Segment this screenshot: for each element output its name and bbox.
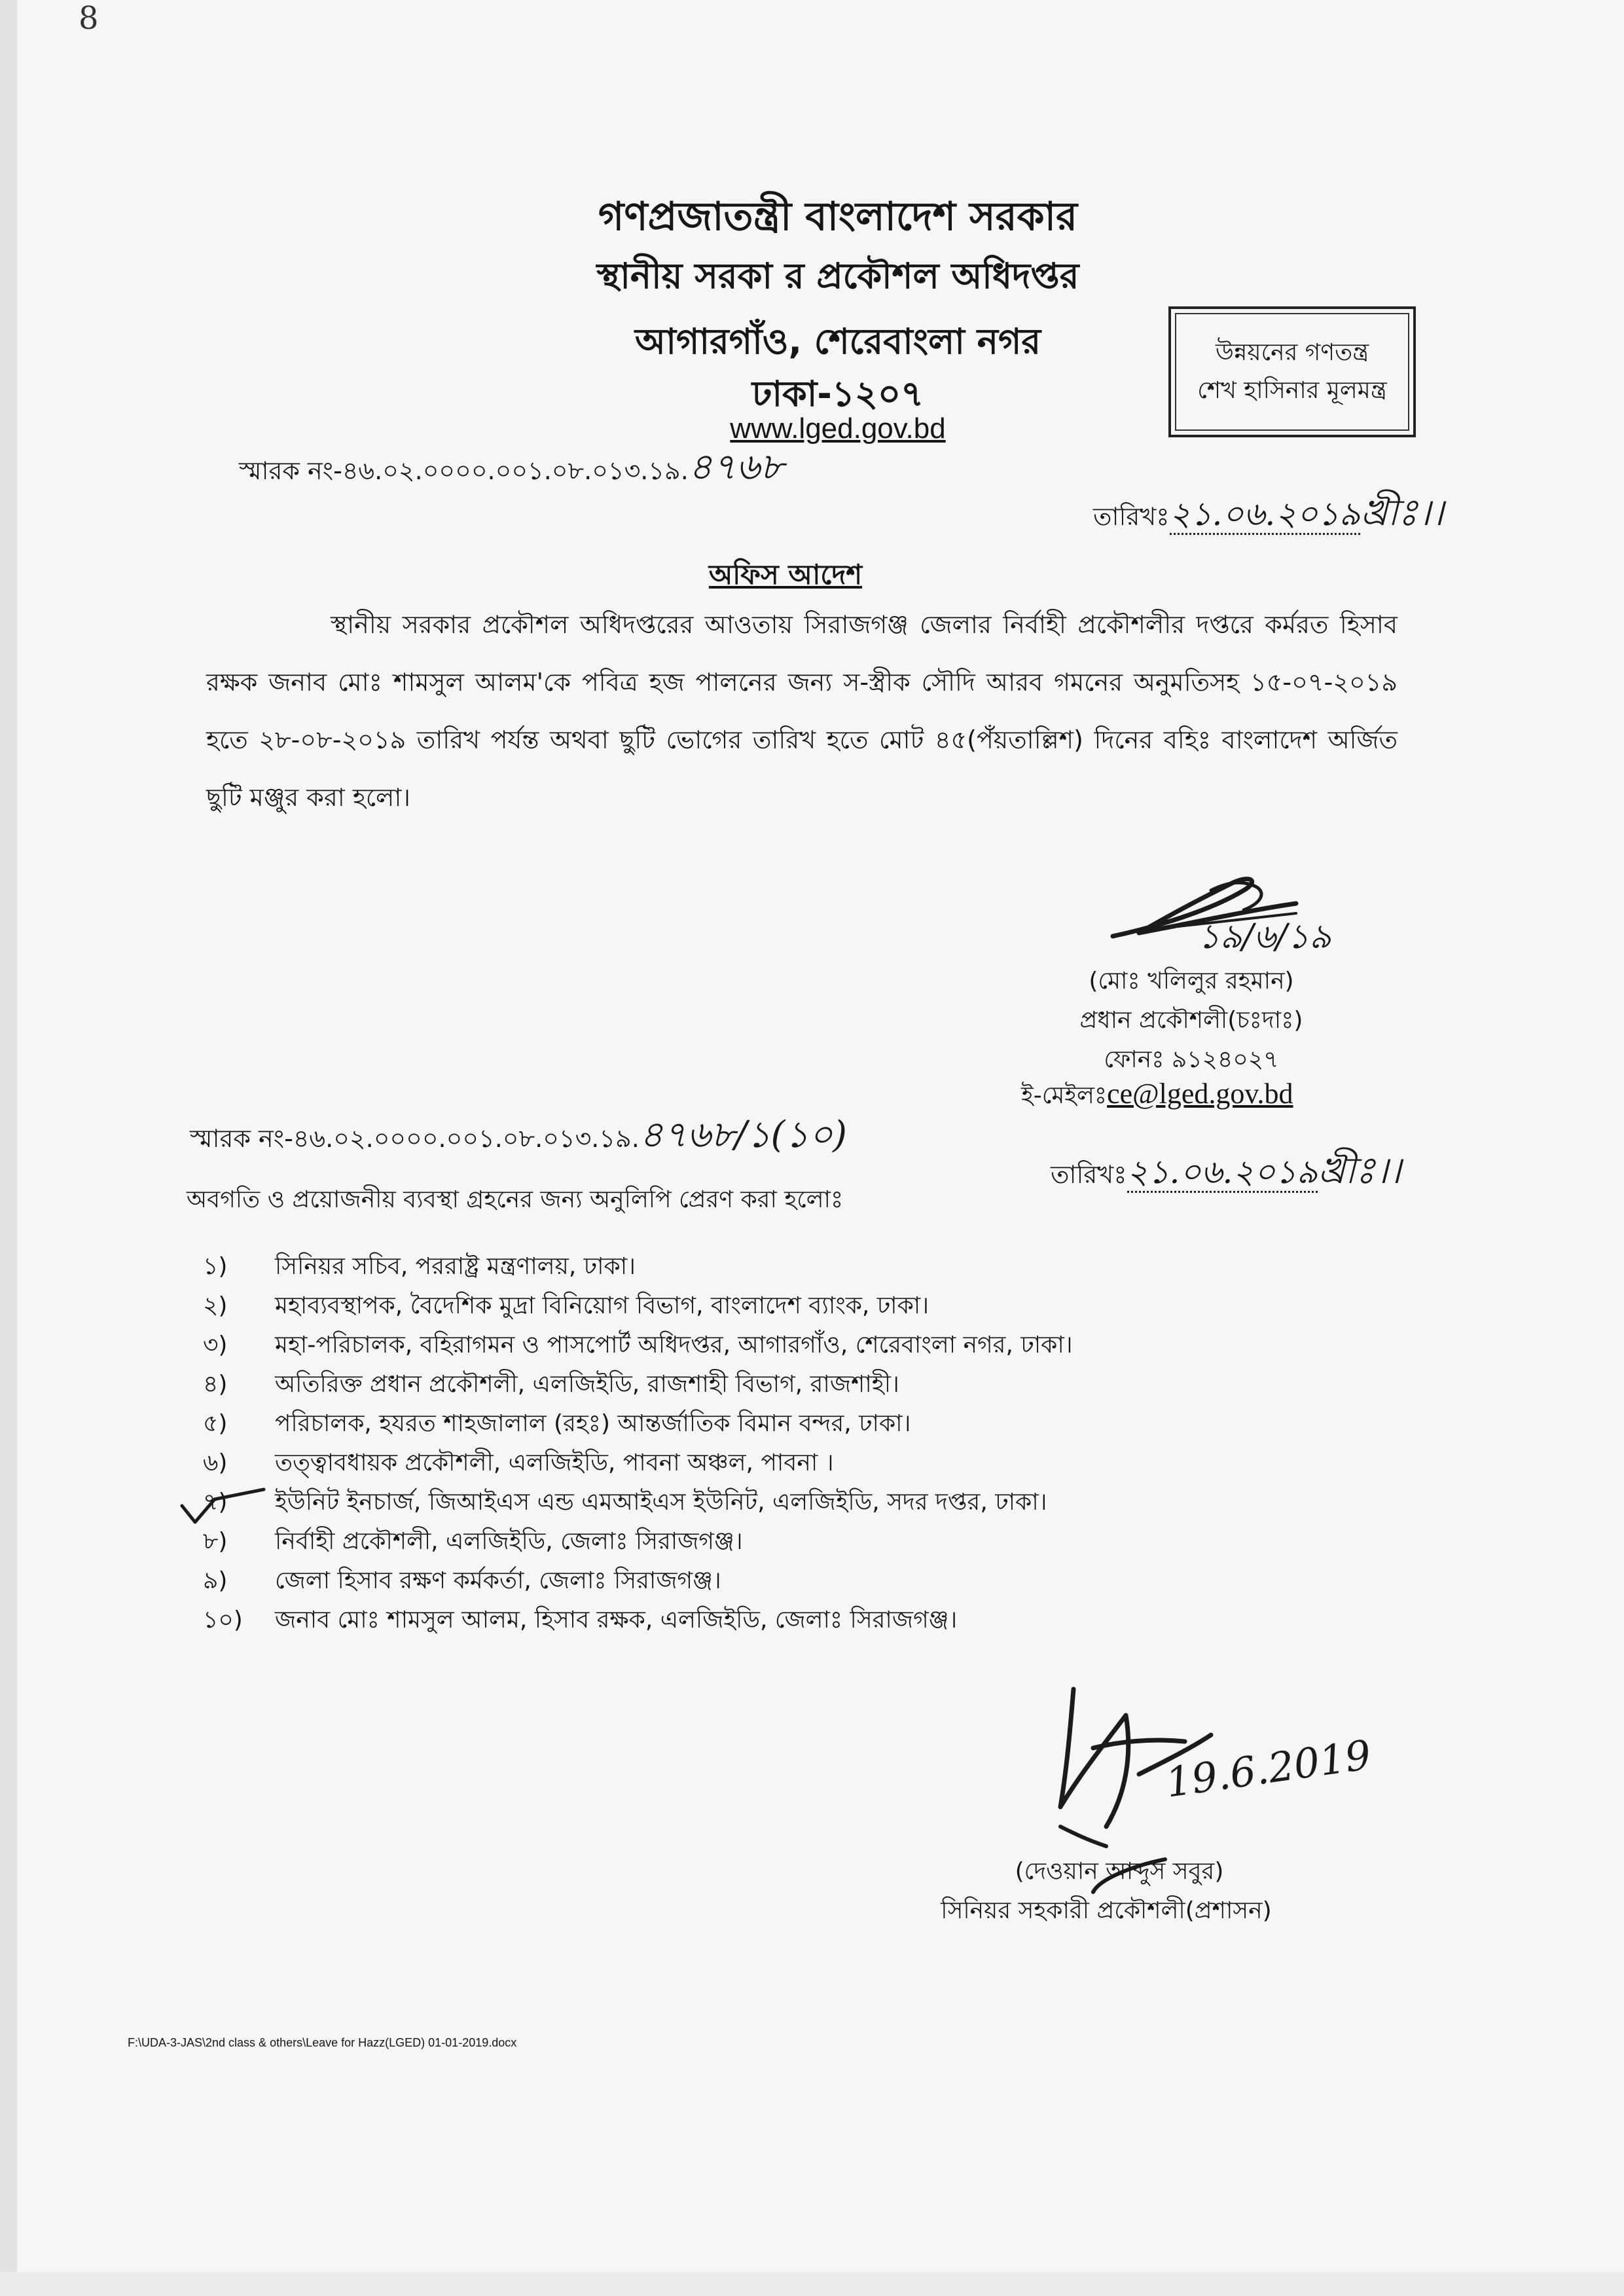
date-suffix-handwritten: খ্রীঃ।। (1318, 1150, 1401, 1192)
date-suffix-handwritten: খ্রীঃ।। (1360, 492, 1444, 534)
header-department: স্থানীয় সরকা র প্রকৌশল অধিদপ্তর (596, 255, 1079, 297)
memo-reference-1 (239, 439, 784, 500)
date-value: ২১.০৬.২০১৯ (1170, 495, 1361, 535)
email-link[interactable]: ce@lged.gov.bd (1107, 1078, 1293, 1110)
header-city: ঢাকা-১২০৭ (751, 373, 924, 414)
date-value: ২১.০৬.২০১৯ (1127, 1153, 1318, 1193)
list-item: ২) মহাব্যবস্থাপক, বৈদেশিক মুদ্রা বিনিয়োগ বিভাগ, বাংলাদেশ ব্যাংক, ঢাকা। (203, 1292, 929, 1319)
header-website-link[interactable]: www.lged.gov.bd (730, 412, 946, 445)
list-item: ৫) পরিচালক, হযরত শাহজালাল (রহঃ) আন্তর্জাতিক বিমান বন্দর, ঢাকা। (203, 1410, 911, 1437)
signatory-1-name: (মোঃ খলিলুর রহমান) (1089, 968, 1294, 994)
slogan-inner-frame (1175, 313, 1409, 431)
date-label: তারিখঃ (1093, 502, 1170, 531)
copy-intro: অবগতি ও প্রয়োজনীয় ব্যবস্থা গ্রহনের জন্য অনুলিপি প্রেরণ করা হলোঃ (187, 1186, 844, 1213)
signatory-2-name: (দেওয়ান আব্দুস সবুর) (1015, 1858, 1224, 1885)
date-label: তারিখঃ (1051, 1160, 1127, 1189)
list-item: ৩) মহা-পরিচালক, বহিরাগমন ও পাসপোর্ট অধিদপ্তর, আগারগাঁও, শেরেবাংলা নগর, ঢাকা। (203, 1332, 1073, 1358)
list-item: ৪) অতিরিক্ত প্রধান প্রকৌশলী, এলজিইডি, রাজশাহী বিভাগ, রাজশাহী। (203, 1371, 899, 1398)
signatory-1-email-line (1021, 1077, 1293, 1117)
header-government: গণপ্রজাতন্ত্রী বাংলাদেশ সরকার (598, 194, 1077, 240)
memo-reference-2 (190, 1106, 847, 1168)
header-address: আগারগাঁও, শেরেবাংলা নগর (634, 321, 1041, 362)
memo-ref-label: স্মারক নং-৪৬.০২.০০০০.০০১.০৮.০১৩.১৯. (190, 1124, 640, 1153)
corner-page-mark: 8 (79, 0, 99, 37)
scan-edge-bottom (0, 2272, 1624, 2296)
scan-edge-left (0, 0, 17, 2296)
handwritten-tick-mark (175, 1486, 267, 1532)
list-item: ৮) নির্বাহী প্রকৌশলী, এলজিইডি, জেলাঃ সিরাজগঞ্জ। (203, 1528, 743, 1555)
memo-ref-handwritten-number: ৪৭৬৮/১(১০) (639, 1114, 847, 1156)
email-label: ই-মেইলঃ (1021, 1082, 1108, 1109)
signature-date-2: 19.6.2019 (1163, 1730, 1375, 1807)
signature-date-1: ১৯/৬/১৯ (1198, 917, 1331, 957)
list-item: ৬) তত্ত্বাবধায়ক প্রকৌশলী, এলজিইডি, পাবনা অঞ্চল, পাবনা । (203, 1449, 834, 1476)
slogan-line-1: উন্নয়নের গণতন্ত্র (1215, 339, 1369, 366)
signatory-1-phone: ফোনঃ ৯১২৪০২৭ (1104, 1046, 1279, 1073)
office-order-body: স্থানীয় সরকার প্রকৌশল অধিদপ্তরের আওতায় সিরাজগঞ্জ জেলার নির্বাহী প্রকৌশলীর দপ্তরে কর্মরত হিসাব রক্ষক জনাব মোঃ শামসুল আলম'কে পবিত্র হজ পালনের জন্য স-স্ত্রীক সৌদি আরব গমনের অনুমতিসহ ১৫-০৭-২০১৯ হতে ২৮-০৮-২০১৯ তারিখ পর্যন্ত অথবা ছুটি ভোগের তারিখ হতে মোট ৪৫(পঁয়তাল্লিশ) দিনের বহিঃ বাংলাদেশ অর্জিত ছুটি মঞ্জুর করা হলো। (206, 610, 1398, 812)
office-order-title: অফিস আদেশ (708, 558, 863, 591)
slogan-line-2: শেখ হাসিনার মূলমন্ত্র (1197, 377, 1387, 404)
list-item: ৭) ইউনিট ইনচার্জ, জিআইএস এন্ড এমআইএস ইউনিট, এলজিইডি, সদর দপ্তর, ঢাকা। (203, 1489, 1047, 1516)
signatory-2-designation: সিনিয়র সহকারী প্রকৌশলী(প্রশাসন) (941, 1897, 1272, 1924)
list-item: ১) সিনিয়র সচিব, পররাষ্ট্র মন্ত্রণালয়, ঢাকা। (203, 1253, 636, 1280)
list-item: ৯) জেলা হিসাব রক্ষণ কর্মকর্তা, জেলাঃ সিরাজগঞ্জ। (203, 1567, 721, 1594)
list-item: ১০) জনাব মোঃ শামসুল আলম, হিসাব রক্ষক, এলজিইডি, জেলাঃ সিরাজগঞ্জ। (203, 1607, 958, 1633)
slogan-box (1168, 306, 1416, 437)
signatory-1-designation: প্রধান প্রকৌশলী(চঃদাঃ) (1079, 1007, 1303, 1034)
memo-ref-handwritten-number: ৪৭৬৮ (688, 446, 784, 488)
memo-date-1 (1093, 484, 1444, 546)
copy-recipient-list (203, 1247, 1381, 1640)
memo-ref-label: স্মারক নং-৪৬.০২.০০০০.০০১.০৮.০১৩.১৯. (239, 456, 689, 485)
footer-file-path: F:\UDA-3-JAS\2nd class & others\Leave for Hazz(LGED) 01-01-2019.docx (128, 2036, 517, 2049)
